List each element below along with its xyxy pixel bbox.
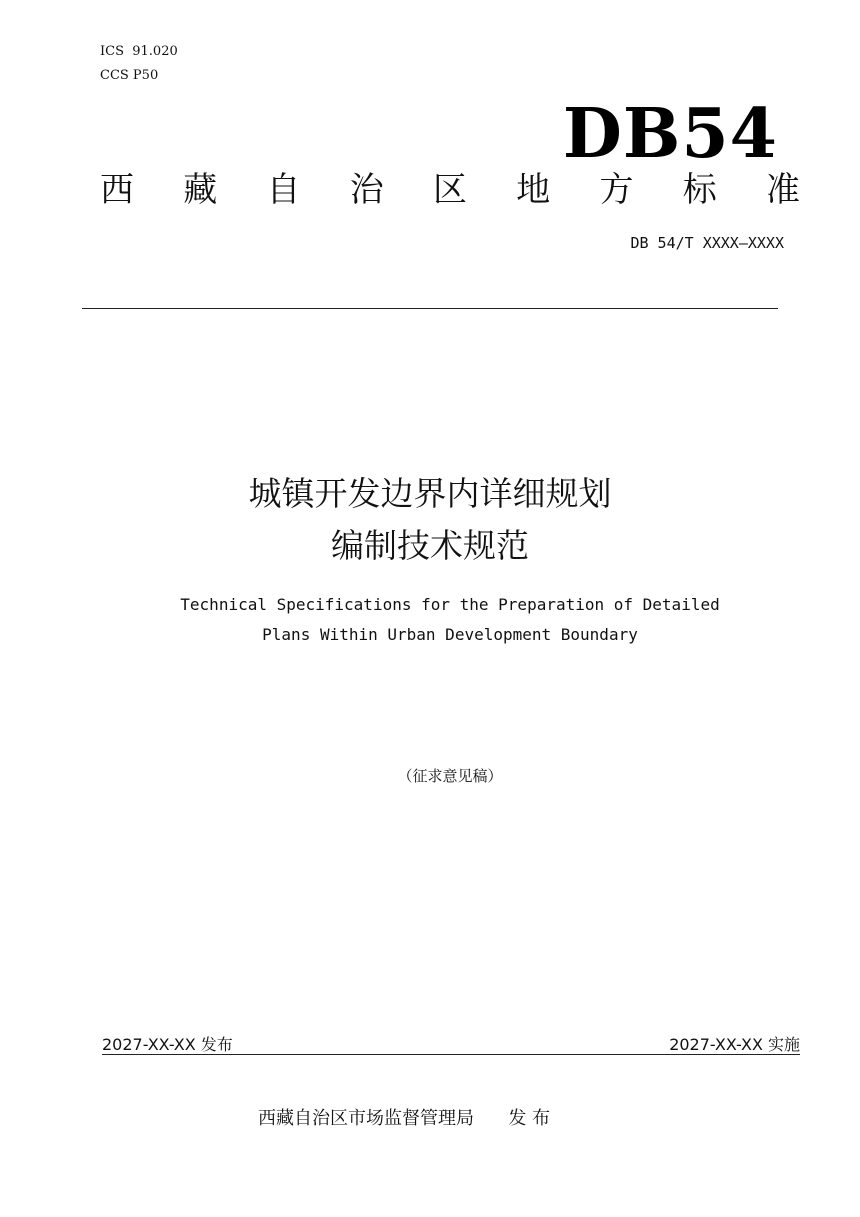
implement-date: 2027-XX-XX 实施: [669, 1035, 800, 1054]
title-char: 方: [599, 170, 634, 210]
title-char: 藏: [183, 170, 218, 210]
header-divider: [82, 308, 778, 309]
publish-date: 2027-XX-XX 发布: [102, 1035, 233, 1054]
document-title-zh: [0, 468, 860, 572]
title-en-line: Technical Specifications for the Preparation of Detailed: [180, 595, 720, 614]
title-char: 自: [266, 170, 301, 210]
standard-mark: DB54: [562, 94, 778, 174]
title-char: 地: [516, 170, 551, 210]
document-title-en: [0, 590, 860, 650]
ccs-code: CCS P50: [100, 68, 159, 83]
standard-number: DB 54/T XXXX—XXXX: [630, 234, 784, 252]
issue-action: 发 布: [508, 1108, 551, 1129]
title-zh-line: 城镇开发边界内详细规划: [248, 474, 612, 513]
title-char: 治: [349, 170, 384, 210]
classification-codes: [100, 40, 178, 88]
ics-code: ICS 91.020: [100, 44, 178, 59]
issuer-name: 西藏自治区市场监督管理局: [258, 1108, 474, 1129]
issuer-line: [258, 1104, 550, 1130]
title-zh-line: 编制技术规范: [331, 526, 529, 565]
title-char: 西: [100, 170, 134, 210]
title-char: 标: [682, 170, 717, 210]
footer-divider: [102, 1054, 800, 1055]
title-char: 准: [766, 170, 800, 210]
draft-status: （征求意见稿）: [397, 767, 503, 785]
title-char: 区: [433, 170, 467, 210]
title-en-line: Plans Within Urban Development Boundary: [262, 625, 638, 644]
standard-category-title: [100, 165, 800, 215]
